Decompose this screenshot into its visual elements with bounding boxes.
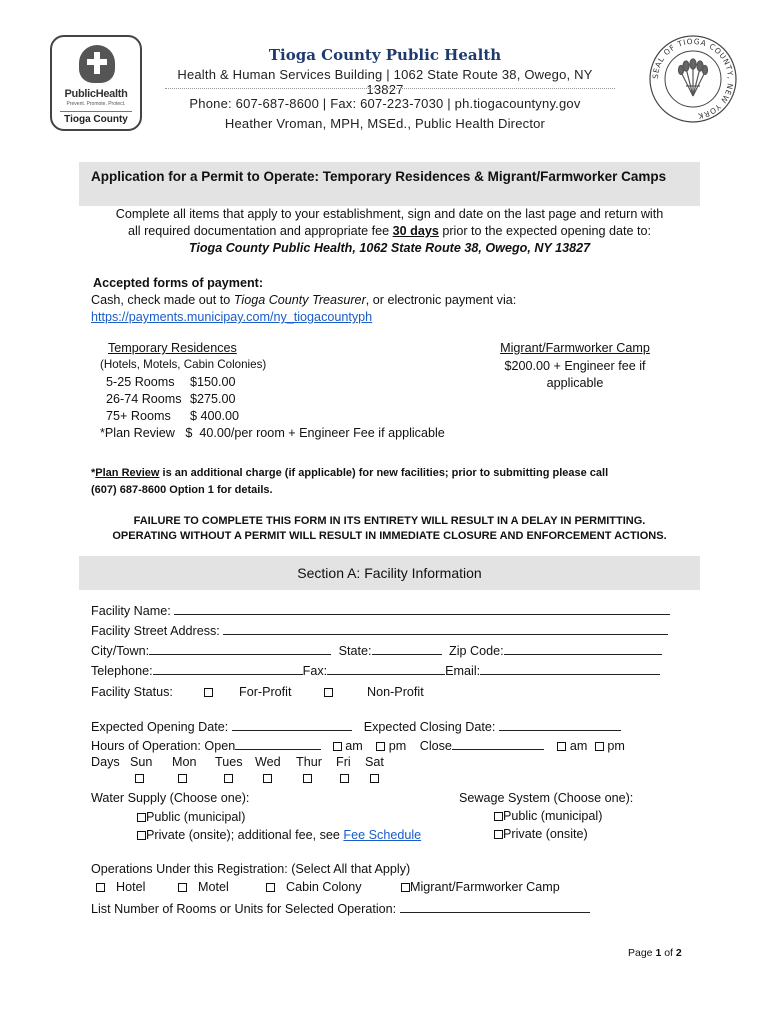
- hours-row: [91, 738, 625, 753]
- op-motel-label: Motel: [198, 880, 229, 894]
- open-date-label: Expected Opening Date:: [91, 720, 229, 734]
- fee-row-label: 75+ Rooms: [106, 409, 171, 423]
- fee-row: [106, 374, 236, 391]
- seal-text: SEAL OF TIOGA COUNTY, NEW YORK: [650, 36, 736, 121]
- fee-row: [106, 408, 239, 425]
- logo-county: Tioga County: [60, 111, 132, 125]
- payment-link-wrap: [91, 309, 372, 326]
- page-number: [628, 947, 682, 959]
- header-divider: [165, 88, 615, 89]
- rooms-row: [91, 901, 590, 916]
- fee-row-amount: $150.00: [190, 375, 236, 389]
- public-health-logo: [50, 35, 142, 131]
- payment-url-link[interactable]: https://payments.municipay.com/ny_tiogacountyph: [91, 310, 373, 324]
- for-profit-label: For-Profit: [239, 685, 292, 699]
- sewage-private-label: Private (onsite): [503, 827, 588, 841]
- day-fri-label: Fri: [336, 755, 351, 769]
- payment-heading: Accepted forms of payment:: [93, 276, 264, 290]
- open-pm-label: pm: [388, 739, 407, 753]
- city-state-zip-row: [91, 643, 662, 658]
- op-cabin-label: Cabin Colony: [286, 880, 362, 894]
- day-thur-checkbox[interactable]: [303, 774, 312, 783]
- zip-field[interactable]: [504, 643, 662, 655]
- intro-line-2-post: prior to the expected opening date to:: [438, 224, 652, 238]
- day-sat-label: Sat: [365, 755, 384, 769]
- shield-cross-icon: [79, 45, 115, 83]
- page-pre: Page: [628, 947, 656, 959]
- water-private-checkbox[interactable]: [137, 831, 146, 840]
- street-label: Facility Street Address:: [91, 624, 220, 638]
- street-field[interactable]: [223, 623, 668, 635]
- intro-line-1: Complete all items that apply to your establishment, sign and date on the last page and return with: [115, 207, 664, 221]
- telephone-label: Telephone:: [91, 664, 153, 678]
- payment-line-pre: Cash, check made out to: [91, 293, 234, 307]
- contact-row: [91, 663, 660, 678]
- day-mon-checkbox[interactable]: [178, 774, 187, 783]
- sewage-public-row: [494, 809, 602, 823]
- rooms-label: List Number of Rooms or Units for Selected Operation:: [91, 902, 397, 916]
- intro-deadline: 30 days: [392, 224, 439, 238]
- fax-label: Fax:: [302, 664, 328, 678]
- address-line: Health & Human Services Building | 1062 State Route 38, Owego, NY 13827: [177, 67, 593, 97]
- logo-tagline: Prevent. Promote. Protect.: [66, 101, 126, 107]
- for-profit-checkbox[interactable]: [204, 688, 213, 697]
- open-am-label: am: [345, 739, 363, 753]
- fee-row-amount: $275.00: [190, 392, 236, 406]
- facility-status-label: Facility Status:: [91, 685, 173, 699]
- water-public-checkbox[interactable]: [137, 813, 146, 822]
- day-sat-checkbox[interactable]: [370, 774, 379, 783]
- logo-brand: PublicHealth: [64, 88, 128, 100]
- sewage-public-checkbox[interactable]: [494, 812, 503, 821]
- note-star: *: [91, 467, 96, 479]
- plan-review-note: [91, 467, 608, 479]
- city-label: City/Town:: [91, 644, 150, 658]
- city-field[interactable]: [149, 643, 331, 655]
- sewage-private-checkbox[interactable]: [494, 830, 503, 839]
- fee-row: [106, 391, 236, 408]
- page-current: 1: [655, 947, 662, 959]
- contact-line: Phone: 607-687-8600 | Fax: 607-223-7030 | ph.tiogacountyny.gov: [189, 96, 581, 111]
- op-cabin-checkbox[interactable]: [266, 883, 275, 892]
- day-tues-label: Tues: [215, 755, 243, 769]
- op-hotel-checkbox[interactable]: [96, 883, 105, 892]
- page-mid: of: [661, 947, 676, 959]
- wheat-sheaf-icon: [679, 59, 708, 96]
- fee-row-label: 5-25 Rooms: [106, 375, 175, 389]
- open-date-field[interactable]: [232, 719, 352, 731]
- camp-fee-line-2: applicable: [546, 376, 604, 390]
- close-am-checkbox[interactable]: [557, 742, 566, 751]
- telephone-field[interactable]: [153, 663, 303, 675]
- payment-line-post: , or electronic payment via:: [365, 293, 517, 307]
- warning-line-1: FAILURE TO COMPLETE THIS FORM IN ITS ENTIRETY WILL RESULT IN A DELAY IN PERMITTING.: [133, 515, 646, 527]
- payment-methods: [91, 292, 516, 309]
- fee-row-amount: $ 400.00: [190, 409, 240, 423]
- op-motel-checkbox[interactable]: [178, 883, 187, 892]
- water-supply-label: Water Supply (Choose one):: [91, 791, 250, 805]
- non-profit-label: Non-Profit: [367, 685, 424, 699]
- facility-name-row: [91, 603, 670, 618]
- operations-label: Operations Under this Registration: (Select All that Apply): [91, 862, 411, 876]
- sewage-label: Sewage System (Choose one):: [459, 791, 634, 805]
- page-total: 2: [675, 947, 682, 959]
- intro-line-2: [79, 223, 700, 240]
- day-mon-label: Mon: [172, 755, 197, 769]
- facility-name-field[interactable]: [174, 603, 670, 615]
- fax-field[interactable]: [327, 663, 445, 675]
- close-time-label: Close: [419, 739, 452, 753]
- zip-label: Zip Code:: [449, 644, 504, 658]
- note-plan-review: Plan Review: [95, 467, 160, 479]
- camp-heading: Migrant/Farmworker Camp: [500, 341, 650, 355]
- sewage-private-row: [494, 827, 588, 841]
- intro-line-2-pre: all required documentation and appropriate fee: [127, 224, 393, 238]
- warning-line-2: OPERATING WITHOUT A PERMIT WILL RESULT IN IMMEDIATE CLOSURE AND ENFORCEMENT ACTIONS.: [112, 530, 667, 542]
- open-time-field[interactable]: [235, 738, 321, 750]
- close-date-field[interactable]: [499, 719, 621, 731]
- day-sun-label: Sun: [130, 755, 153, 769]
- water-private-label: Private (onsite); additional fee, see: [146, 828, 344, 842]
- facility-name-label: Facility Name:: [91, 604, 171, 618]
- temp-residences-heading: Temporary Residences: [108, 341, 237, 355]
- open-pm-checkbox[interactable]: [376, 742, 385, 751]
- close-pm-checkbox[interactable]: [595, 742, 604, 751]
- open-am-checkbox[interactable]: [333, 742, 342, 751]
- op-camp-checkbox[interactable]: [401, 883, 410, 892]
- director-line: Heather Vroman, MPH, MSEd., Public Health Director: [224, 116, 546, 131]
- rooms-field[interactable]: [400, 901, 590, 913]
- days-label: Days: [91, 755, 120, 769]
- close-time-field[interactable]: [452, 738, 544, 750]
- close-date-label: Expected Closing Date:: [363, 720, 496, 734]
- temp-residences-sub: (Hotels, Motels, Cabin Colonies): [100, 358, 267, 371]
- water-public-label: Public (municipal): [146, 810, 246, 824]
- water-private-row: [137, 828, 421, 842]
- sewage-public-label: Public (municipal): [503, 809, 603, 823]
- fee-schedule-link[interactable]: Fee Schedule: [343, 828, 422, 842]
- payment-payee: Tioga County Treasurer: [233, 293, 366, 307]
- section-a-title: Section A: Facility Information: [297, 565, 482, 581]
- plan-review-note-2: (607) 687-8600 Option 1 for details.: [91, 484, 273, 496]
- facility-status-row: [91, 685, 424, 699]
- form-title: Application for a Permit to Operate: Temporary Residences & Migrant/Farmworker Camps: [91, 169, 667, 184]
- close-pm-label: pm: [607, 739, 625, 753]
- day-wed-label: Wed: [255, 755, 281, 769]
- water-public-row: [137, 810, 245, 824]
- state-label: State:: [338, 644, 372, 658]
- email-field[interactable]: [480, 663, 660, 675]
- op-hotel-label: Hotel: [116, 880, 146, 894]
- hours-open-label: Hours of Operation: Open: [91, 739, 236, 753]
- day-wed-checkbox[interactable]: [263, 774, 272, 783]
- close-am-label: am: [569, 739, 588, 753]
- note-rest: is an additional charge (if applicable) for new facilities; prior to submitting please call: [159, 467, 609, 479]
- dates-row: [91, 719, 621, 734]
- intro-address: Tioga County Public Health, 1062 State Route 38, Owego, NY 13827: [188, 241, 591, 255]
- operations-row: [96, 880, 560, 894]
- fee-row-label: 26-74 Rooms: [106, 392, 182, 406]
- org-name: Tioga County Public Health: [268, 46, 502, 64]
- day-fri-checkbox[interactable]: [340, 774, 349, 783]
- non-profit-checkbox[interactable]: [324, 688, 333, 697]
- op-camp-label: Migrant/Farmworker Camp: [410, 880, 560, 894]
- plan-review-fee: *Plan Review $ 40.00/per room + Engineer Fee if applicable: [100, 426, 445, 440]
- day-tues-checkbox[interactable]: [224, 774, 233, 783]
- day-thur-label: Thur: [296, 755, 322, 769]
- street-row: [91, 623, 668, 638]
- email-label: Email:: [445, 664, 481, 678]
- day-sun-checkbox[interactable]: [135, 774, 144, 783]
- camp-fee-line-1: $200.00 + Engineer fee if: [504, 359, 646, 373]
- state-field[interactable]: [372, 643, 442, 655]
- county-seal: [648, 34, 738, 124]
